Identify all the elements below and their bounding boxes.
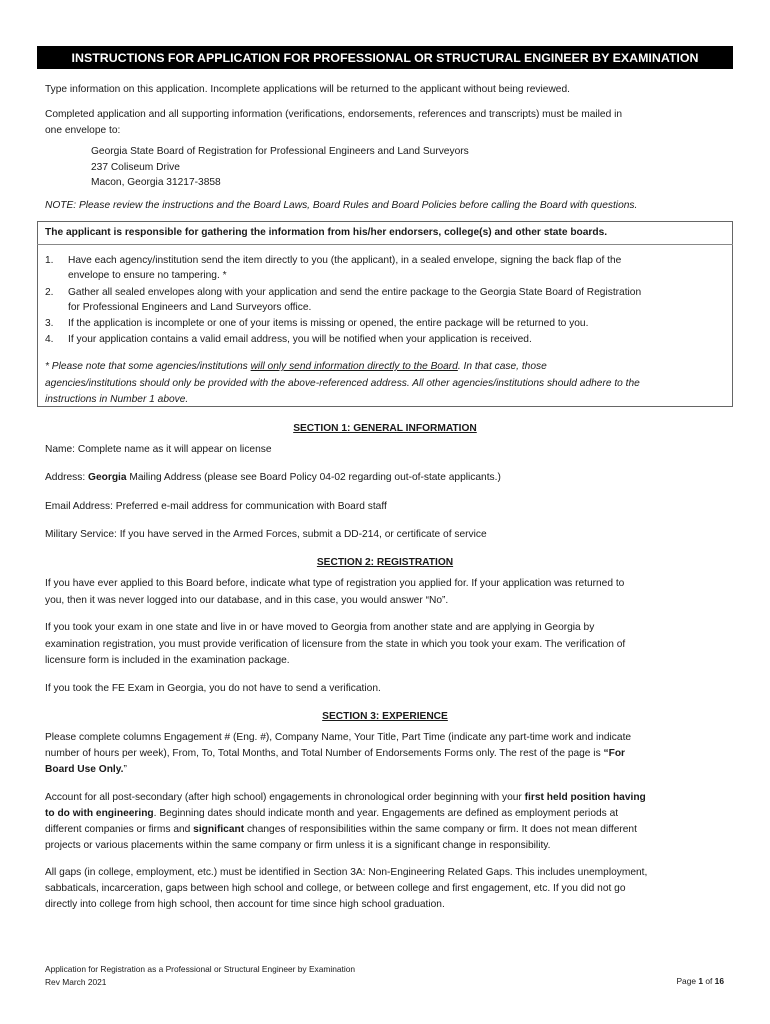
s3-paragraph-line	[45, 746, 735, 763]
list-item-line: for Professional Engineers and Land Surveyors office.	[68, 302, 312, 313]
footer-revision: Rev March 2021	[45, 977, 107, 987]
intro-mailing-line-cont: one envelope to:	[45, 125, 121, 136]
footnote-text: * Please note that some agencies/institutions	[45, 361, 251, 372]
list-number: 4.	[45, 334, 54, 345]
list-number: 2.	[45, 287, 54, 298]
s3-paragraph-line: projects or various placements within the same company or firm unless it is a significant change in responsibility.	[45, 840, 551, 851]
footnote-underlined: will only send information directly to the Board	[250, 361, 458, 372]
page-number	[620, 976, 724, 986]
s2-paragraph-line: examination registration, you must provide verification of licensure from the state in which you took your exam. The verification of	[45, 639, 626, 650]
intro-mailing-line: Completed application and all supporting information (verifications, endorsements, references and transcripts) must be mailed in	[45, 109, 623, 120]
s3-paragraph-line: directly into college from high school, then account for time since high school graduation.	[45, 899, 445, 910]
s2-paragraph-line: If you took your exam in one state and live in or have moved to Georgia from another state and are applying in Georgia by	[45, 622, 595, 633]
s3-text: Account for all post-secondary (after high school) engagements in chronological order beginning with your	[45, 792, 525, 803]
section-3-heading: SECTION 3: EXPERIENCE	[322, 711, 448, 722]
s2-paragraph-line: you, then it was never logged into our database, and in this case, you would answer “No”.	[45, 595, 449, 606]
s3-paragraph-line: sabbaticals, incarceration, gaps between high school and college, or between college and first engagement, etc. If you did not go	[45, 883, 626, 894]
name-instruction: Name: Complete name as it will appear on license	[45, 444, 272, 455]
footnote-text: . In that case, those	[457, 361, 547, 372]
s3-paragraph-line	[45, 790, 735, 807]
s3-text: different companies or firms and	[45, 824, 194, 835]
s3-bold: first held position having	[524, 792, 646, 803]
address-instruction	[45, 470, 735, 487]
s2-paragraph-line: licensure form is included in the examination package.	[45, 655, 290, 666]
address-line-1: Georgia State Board of Registration for Professional Engineers and Land Surveyors	[91, 146, 469, 157]
s3-paragraph-line	[45, 806, 735, 823]
list-number: 3.	[45, 318, 54, 329]
page-total: 16	[714, 976, 724, 986]
s3-paragraph-line: Please complete columns Engagement # (Eng. #), Company Name, Your Title, Part Time (indicate any part-time work and indicate	[45, 732, 632, 743]
s3-bold: significant	[193, 824, 245, 835]
box-divider	[37, 244, 733, 245]
address-line-2: 237 Coliseum Drive	[91, 162, 180, 173]
address-label: Address:	[45, 472, 89, 483]
s3-paragraph-line: All gaps (in college, employment, etc.) must be identified in Section 3A: Non-Engineering Related Gaps. This includes unemployment,	[45, 867, 648, 878]
list-item-line: If the application is incomplete or one of your items is missing or opened, the entire package will be returned to you.	[68, 318, 589, 329]
intro-line: Type information on this application. Incomplete applications will be returned to the applicant without being reviewed.	[45, 84, 570, 95]
s2-paragraph-line: If you took the FE Exam in Georgia, you do not have to send a verification.	[45, 683, 381, 694]
list-item-line: Have each agency/institution send the item directly to you (the applicant), in a sealed envelope, signing the back flap of the	[68, 255, 622, 266]
footer-title: Application for Registration as a Professional or Structural Engineer by Examination	[45, 964, 356, 974]
s3-text: ”	[123, 764, 127, 775]
section-2-heading: SECTION 2: REGISTRATION	[316, 557, 454, 568]
box-footnote-line	[45, 359, 735, 376]
s3-bold: “For	[603, 748, 626, 759]
note-text: NOTE: Please review the instructions and the Board Laws, Board Rules and Board Policies before calling the Board with questions.	[45, 200, 638, 211]
box-heading: The applicant is responsible for gathering the information from his/her endorsers, college(s) and other state boards.	[45, 227, 608, 238]
list-item-line: envelope to ensure no tampering. *	[68, 270, 227, 281]
list-item-line: Gather all sealed envelopes along with your application and send the entire package to the Georgia State Board of Registration	[68, 287, 642, 298]
email-instruction: Email Address: Preferred e-mail address for communication with Board staff	[45, 501, 387, 512]
s3-bold: to do with engineering	[45, 808, 154, 819]
address-line-3: Macon, Georgia 31217-3858	[91, 177, 221, 188]
page-label: Page	[676, 976, 699, 986]
address-bold: Georgia	[88, 472, 127, 483]
box-footnote-line: instructions in Number 1 above.	[45, 394, 189, 405]
s3-text: . Beginning dates should indicate month and year. Engagements are defined as employment periods at	[153, 808, 619, 819]
box-footnote-line: agencies/institutions should only be provided with the above-referenced address. All other agencies/institutions should adhere to the	[45, 378, 640, 389]
list-item-line: If your application contains a valid email address, you will be notified when your application is received.	[68, 334, 532, 345]
s3-paragraph-line	[45, 822, 735, 839]
address-text: Mailing Address (please see Board Policy 04-02 regarding out-of-state applicants.)	[126, 472, 501, 483]
s3-bold: Board Use Only.	[45, 764, 124, 775]
s2-paragraph-line: If you have ever applied to this Board before, indicate what type of registration you applied for. If your application was returned to	[45, 578, 625, 589]
s3-text: number of hours per week), From, To, Total Months, and Total Number of Endorsements Forms only. The rest of the page is	[45, 748, 604, 759]
military-instruction: Military Service: If you have served in the Armed Forces, submit a DD-214, or certificate of service	[45, 529, 487, 540]
s3-paragraph-line	[45, 762, 735, 779]
s3-text: changes of responsibilities within the same company or firm. It does not mean different	[244, 824, 637, 835]
section-1-heading: SECTION 1: GENERAL INFORMATION	[293, 423, 477, 434]
page-current: 1	[698, 976, 704, 986]
page-title: INSTRUCTIONS FOR APPLICATION FOR PROFESSIONAL OR STRUCTURAL ENGINEER BY EXAMINATION	[37, 46, 733, 69]
page-of: of	[703, 976, 715, 986]
list-number: 1.	[45, 255, 54, 266]
